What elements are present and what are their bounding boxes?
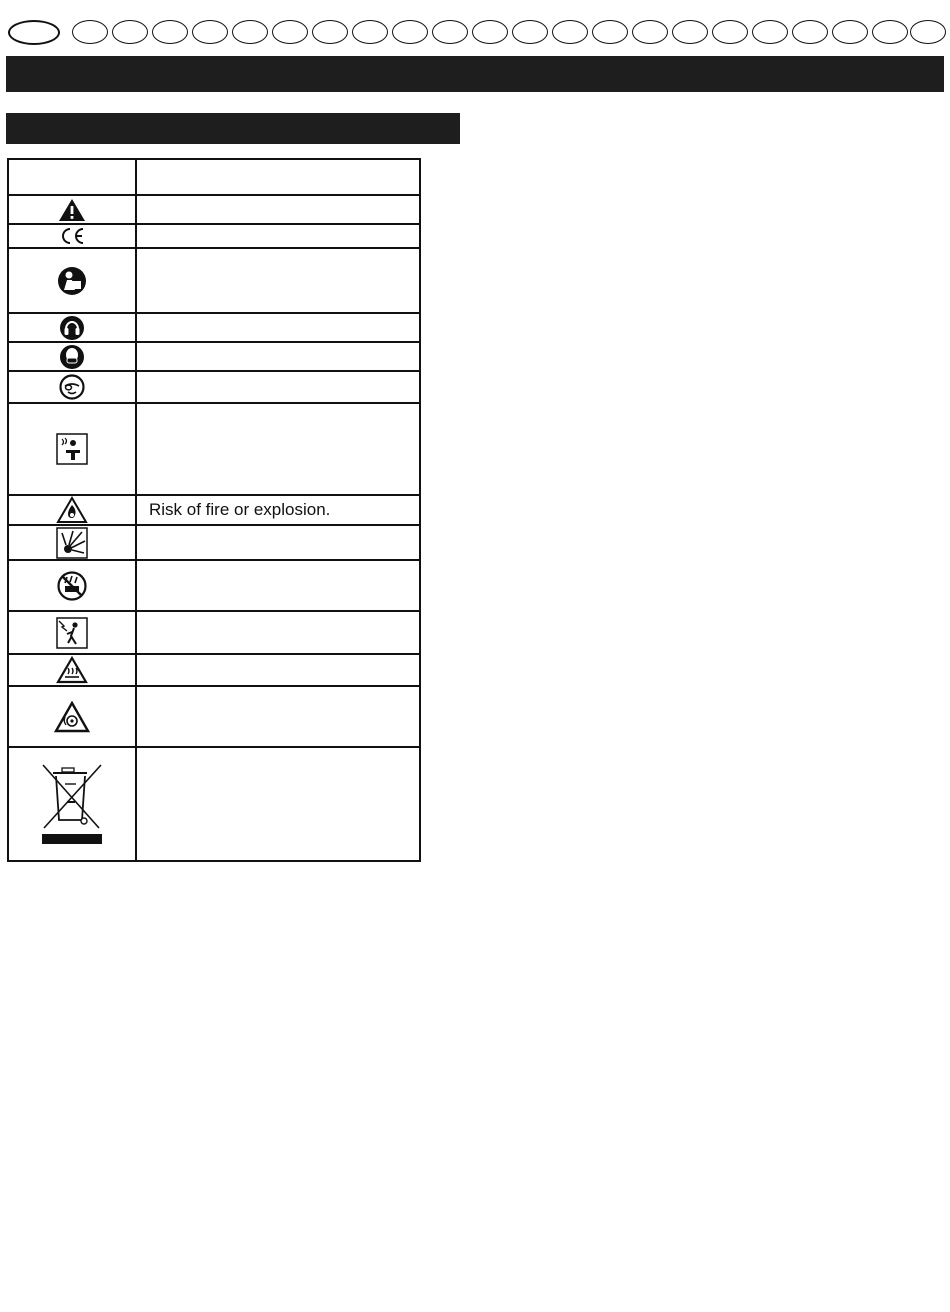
- hot-surface-icon: [9, 656, 135, 684]
- language-tab[interactable]: [752, 20, 788, 44]
- language-tab[interactable]: [832, 20, 868, 44]
- table-row: [8, 313, 420, 342]
- row-text: [136, 195, 420, 224]
- table-row: [8, 525, 420, 560]
- table-row: [8, 560, 420, 611]
- row-text: [136, 403, 420, 495]
- safety-glasses-icon: [9, 374, 135, 400]
- table-row: [8, 371, 420, 403]
- language-tab[interactable]: [592, 20, 628, 44]
- row-text: [136, 747, 420, 861]
- row-text: [136, 654, 420, 686]
- language-tab-row: [6, 20, 946, 46]
- language-tab[interactable]: [552, 20, 588, 44]
- language-tab[interactable]: [792, 20, 828, 44]
- ear-protection-icon: [9, 315, 135, 341]
- language-tab[interactable]: [632, 20, 668, 44]
- header-meaning-cell: [136, 159, 420, 195]
- ce-mark-icon: [9, 227, 135, 245]
- language-tab[interactable]: [712, 20, 748, 44]
- table-row: [8, 611, 420, 654]
- language-tab[interactable]: [432, 20, 468, 44]
- table-row: [8, 195, 420, 224]
- table-row: [8, 403, 420, 495]
- no-rain-exposure-icon: [9, 571, 135, 601]
- row-text: [136, 342, 420, 371]
- row-text: [136, 525, 420, 560]
- toxic-fumes-icon: [9, 433, 135, 465]
- row-text: [136, 224, 420, 248]
- dust-mask-icon: [9, 344, 135, 370]
- row-text: [136, 371, 420, 403]
- main-title-bar: [6, 56, 944, 92]
- weee-crossed-bin-icon: [9, 762, 135, 846]
- row-text: [136, 560, 420, 611]
- language-tab[interactable]: [512, 20, 548, 44]
- warning-triangle-icon: [9, 198, 135, 222]
- language-tab[interactable]: [112, 20, 148, 44]
- read-manual-icon: [9, 266, 135, 296]
- language-tab[interactable]: [472, 20, 508, 44]
- table-row: [8, 495, 420, 525]
- symbols-table: [7, 158, 421, 862]
- language-tab[interactable]: [352, 20, 388, 44]
- table-row: [8, 747, 420, 861]
- language-tab[interactable]: [152, 20, 188, 44]
- table-row: [8, 654, 420, 686]
- language-tab[interactable]: [272, 20, 308, 44]
- row-text: [136, 611, 420, 654]
- table-row: [8, 248, 420, 313]
- section-title-bar: [6, 113, 460, 144]
- row-text: [136, 248, 420, 313]
- row-text: Risk of fire or explosion.: [136, 495, 420, 525]
- header-symbol-cell: [8, 159, 136, 195]
- fire-hazard-icon: [9, 496, 135, 524]
- language-tab[interactable]: [672, 20, 708, 44]
- table-row: [8, 686, 420, 747]
- explosive-icon: [9, 527, 135, 559]
- table-row: [8, 342, 420, 371]
- table-row: [8, 224, 420, 248]
- electric-shock-icon: [9, 617, 135, 649]
- table-header-row: [8, 159, 420, 195]
- language-tab-active[interactable]: [8, 20, 60, 45]
- language-tab[interactable]: [232, 20, 268, 44]
- language-tab[interactable]: [192, 20, 228, 44]
- rotating-parts-icon: [9, 701, 135, 733]
- language-tab[interactable]: [312, 20, 348, 44]
- row-text: [136, 686, 420, 747]
- language-tab[interactable]: [872, 20, 908, 44]
- language-tab[interactable]: [72, 20, 108, 44]
- language-tab[interactable]: [392, 20, 428, 44]
- language-tab[interactable]: [910, 20, 946, 44]
- row-text: [136, 313, 420, 342]
